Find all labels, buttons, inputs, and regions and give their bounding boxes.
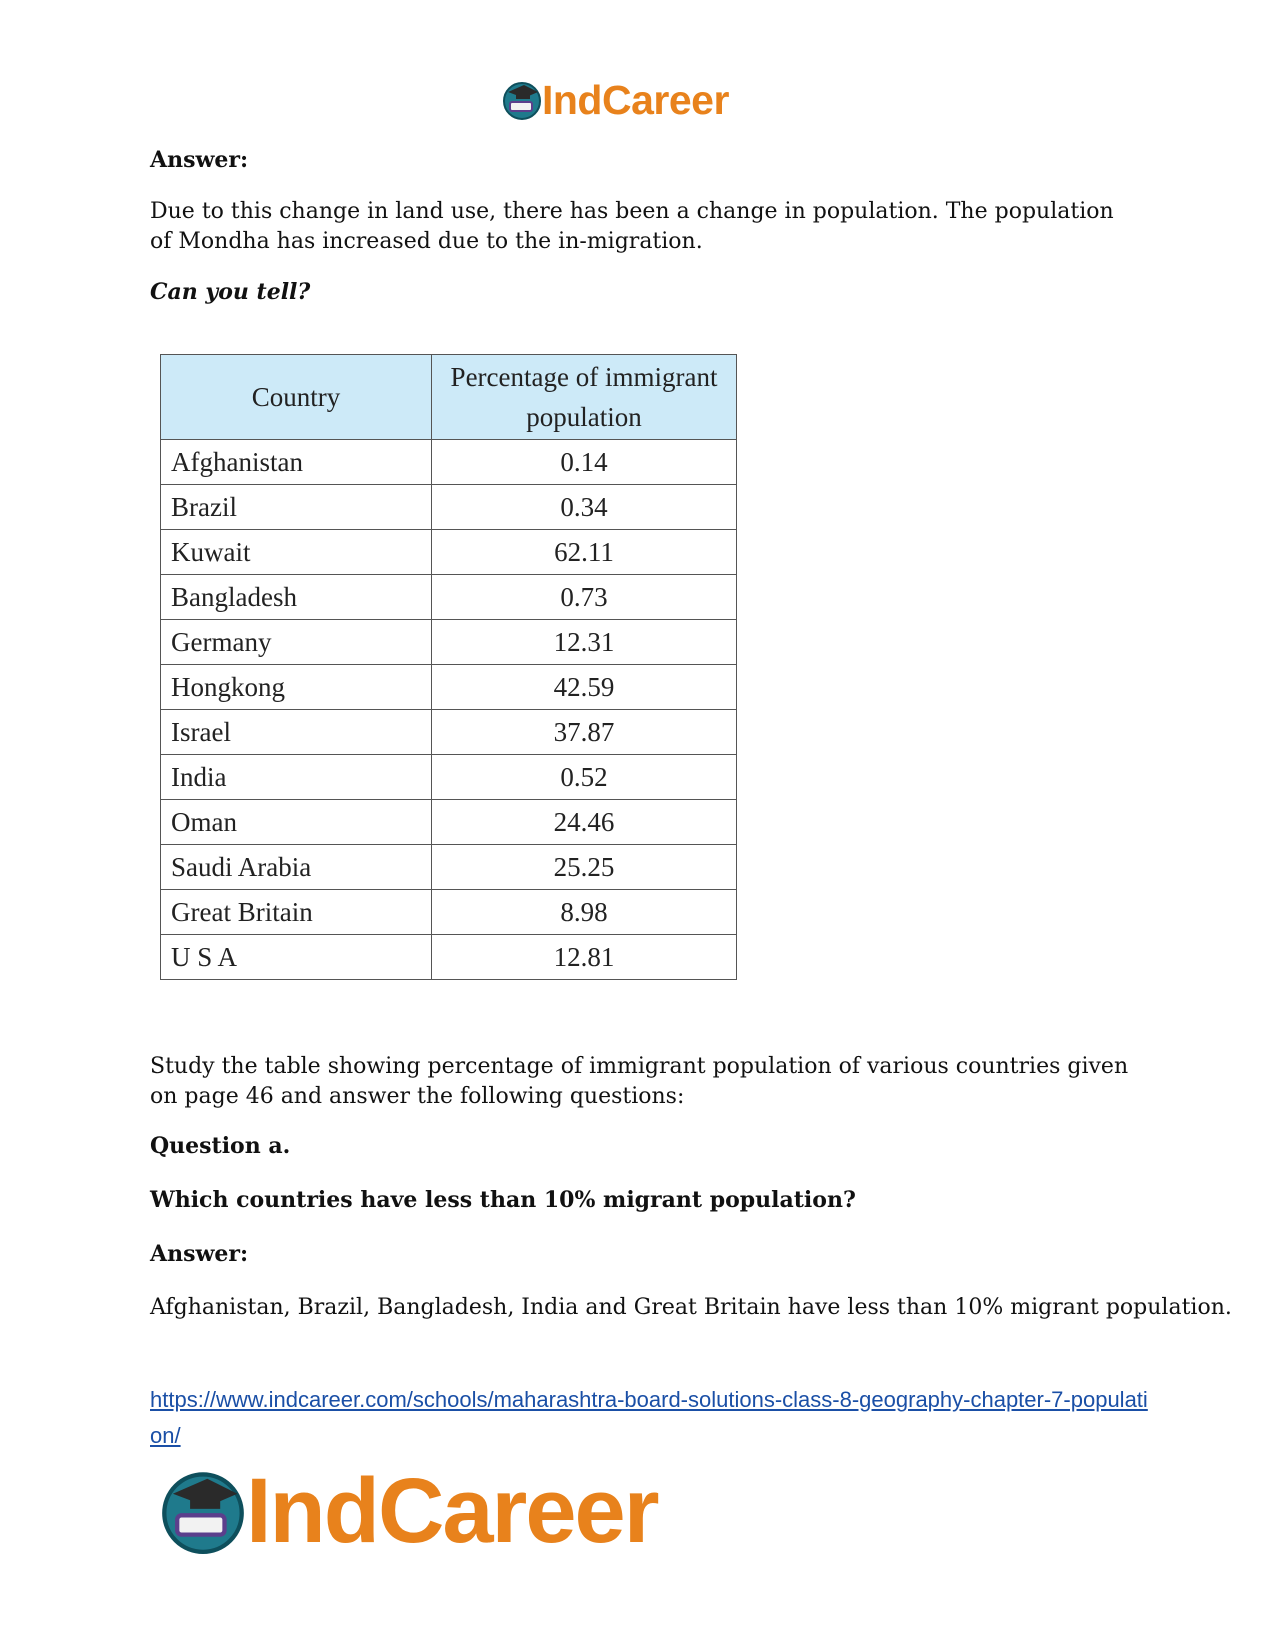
table-row — [161, 755, 737, 800]
table-row — [161, 485, 737, 530]
logo-wordmark: IndCareer — [542, 77, 729, 123]
table-row — [161, 710, 737, 755]
section-heading: Can you tell? — [150, 279, 311, 305]
table-row — [161, 440, 737, 485]
answer-label: Answer: — [150, 147, 249, 173]
percentage-cell: 12.81 — [432, 935, 737, 980]
indcareer-logo-top — [502, 76, 729, 124]
percentage-cell: 42.59 — [432, 665, 737, 710]
percentage-cell: 0.34 — [432, 485, 737, 530]
table-row — [161, 800, 737, 845]
percentage-cell: 62.11 — [432, 530, 737, 575]
table-row — [161, 665, 737, 710]
column-header-country: Country — [161, 355, 432, 440]
indcareer-logo-bottom — [160, 1460, 658, 1562]
table-row — [161, 530, 737, 575]
logo-wordmark: IndCareer — [246, 1460, 658, 1562]
table-row — [161, 890, 737, 935]
table-header-row — [161, 355, 737, 440]
country-cell: Hongkong — [161, 665, 432, 710]
graduation-globe-icon — [160, 1468, 246, 1554]
table-row — [161, 620, 737, 665]
answer-paragraph-2: Afghanistan, Brazil, Bangladesh, India and Great Britain have less than 10% migrant population. — [150, 1295, 1232, 1320]
percentage-cell: 8.98 — [432, 890, 737, 935]
answer-label-2: Answer: — [150, 1241, 249, 1267]
country-cell: Oman — [161, 800, 432, 845]
country-cell: Kuwait — [161, 530, 432, 575]
percentage-cell: 0.73 — [432, 575, 737, 620]
table-row — [161, 845, 737, 890]
country-cell: Israel — [161, 710, 432, 755]
country-cell: Brazil — [161, 485, 432, 530]
percentage-cell: 0.14 — [432, 440, 737, 485]
question-label: Question a. — [150, 1133, 291, 1159]
percentage-cell: 12.31 — [432, 620, 737, 665]
country-cell: Afghanistan — [161, 440, 432, 485]
country-cell: Germany — [161, 620, 432, 665]
country-cell: Great Britain — [161, 890, 432, 935]
graduation-globe-icon — [502, 80, 542, 120]
table-body — [161, 440, 737, 980]
instructions-paragraph: Study the table showing percentage of immigrant population of various countries given on page 46 and answer the following questions: — [150, 1054, 1129, 1109]
answer-paragraph: Due to this change in land use, there has been a change in population. The population of Mondha has increased due to the in-migration. — [150, 199, 1114, 254]
table-row — [161, 575, 737, 620]
percentage-cell: 25.25 — [432, 845, 737, 890]
country-cell: Bangladesh — [161, 575, 432, 620]
percentage-cell: 24.46 — [432, 800, 737, 845]
country-cell: Saudi Arabia — [161, 845, 432, 890]
country-cell: U S A — [161, 935, 432, 980]
immigrant-population-table — [160, 354, 737, 980]
country-cell: India — [161, 755, 432, 800]
column-header-percentage: Percentage of immigrant population — [432, 355, 737, 440]
source-link[interactable]: https://www.indcareer.com/schools/maharashtra-board-solutions-class-8-geography-chapter-7-population/ — [150, 1387, 1148, 1448]
question-text: Which countries have less than 10% migrant population? — [150, 1187, 856, 1213]
table-row — [161, 935, 737, 980]
percentage-cell: 37.87 — [432, 710, 737, 755]
percentage-cell: 0.52 — [432, 755, 737, 800]
